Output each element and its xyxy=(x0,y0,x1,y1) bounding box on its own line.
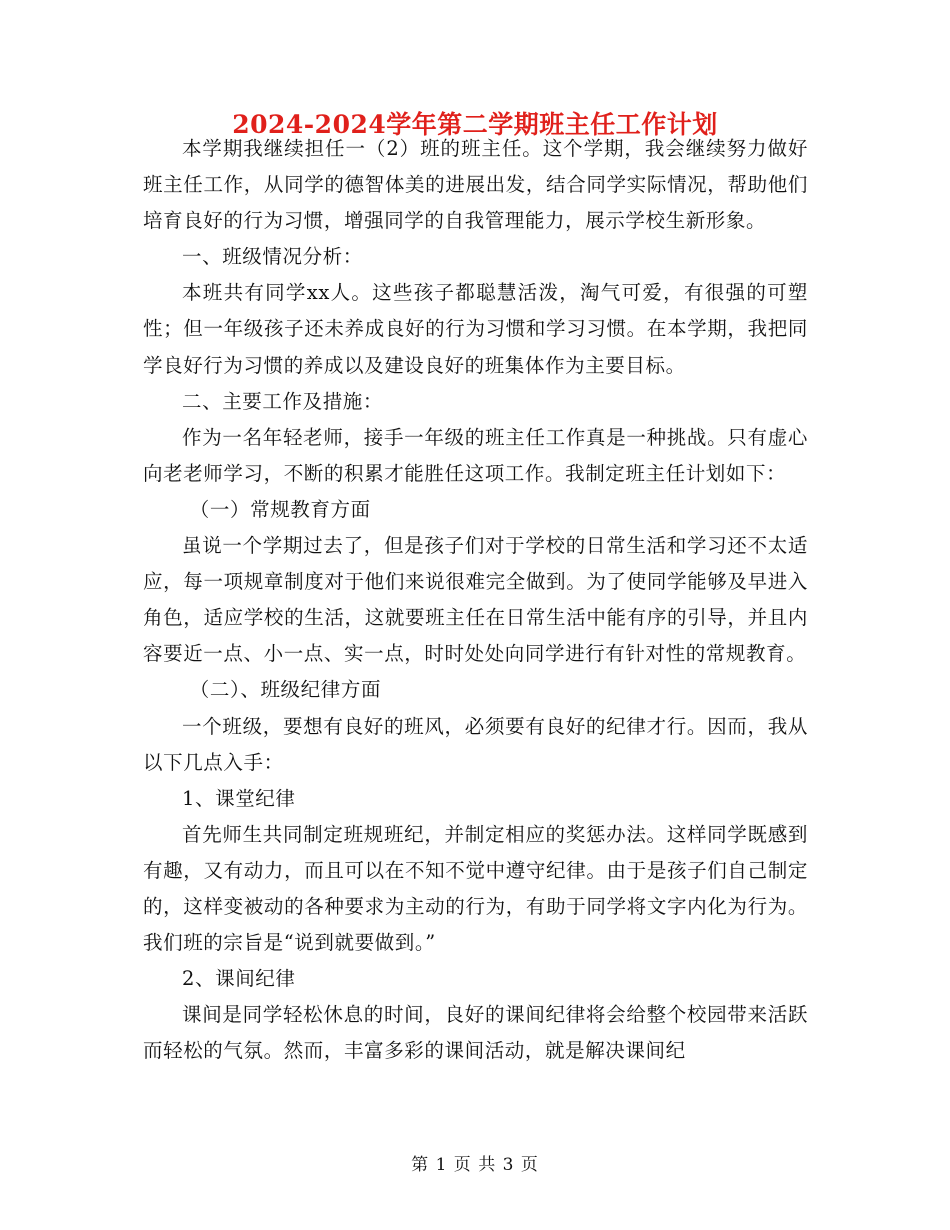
paragraph-break-discipline: 课间是同学轻松休息的时间，良好的课间纪律将会给整个校园带来活跃而轻松的气氛。然而，丰富多彩的课间活动，就是解决课间纪 xyxy=(143,1003,808,1063)
paragraph-intro: 本学期我继续担任一（2）班的班主任。这个学期，我会继续努力做好班主任工作，从同学的德智体美的进展出发，结合同学实际情况，帮助他们培育良好的行为习惯，增强同学的自我管理能力，展示学校生新形象。 xyxy=(143,137,808,233)
subheading-classroom-discipline: 1、课堂纪律 xyxy=(182,786,296,810)
paragraph-classroom-discipline: 首先师生共同制定班规班纪，并制定相应的奖惩办法。这样同学既感到有趣，又有动力，而且可以在不知不觉中遵守纪律。由于是孩子们自己制定的，这样变被动的各种要求为主动的行为，有助于同学将文字内化为行为。我们班的宗旨是“说到就要做到。” xyxy=(143,822,808,955)
document-title: 2024-2024学年第二学期班主任工作计划 xyxy=(232,110,718,139)
page-number: 第 1 页 共 3 页 xyxy=(411,1155,539,1175)
section-heading-main-work: 二、主要工作及措施： xyxy=(182,389,384,413)
subheading-break-discipline: 2、课间纪律 xyxy=(182,967,296,991)
subheading-class-discipline: （二）、班级纪律方面 xyxy=(189,678,382,702)
subheading-routine-education: （一）常规教育方面 xyxy=(189,497,371,521)
paragraph-main-work: 作为一名年轻老师，接手一年级的班主任工作真是一种挑战。只有虚心向老老师学习，不断的积累才能胜任这项工作。我制定班主任计划如下： xyxy=(143,425,808,485)
paragraph-routine-education: 虽说一个学期过去了，但是孩子们对于学校的日常生活和学习还不太适应，每一项规章制度对于他们来说很难完全做到。为了使同学能够及早进入角色，适应学校的生活，这就要班主任在日常生活中能有序的引导，并且内容要近一点、小一点、实一点，时时处处向同学进行有针对性的常规教育。 xyxy=(143,534,808,666)
paragraph-class-analysis: 本班共有同学xx人。这些孩子都聪慧活泼，淘气可爱，有很强的可塑性；但一年级孩子还未养成良好的行为习惯和学习习惯。在本学期，我把同学良好行为习惯的养成以及建设良好的班集体作为主要目标。 xyxy=(143,281,808,377)
paragraph-class-discipline: 一个班级，要想有良好的班风，必须要有良好的纪律才行。因而，我从以下几点入手： xyxy=(143,714,808,774)
section-heading-class-analysis: 一、班级情况分析： xyxy=(182,245,363,269)
document-body xyxy=(143,131,808,1069)
